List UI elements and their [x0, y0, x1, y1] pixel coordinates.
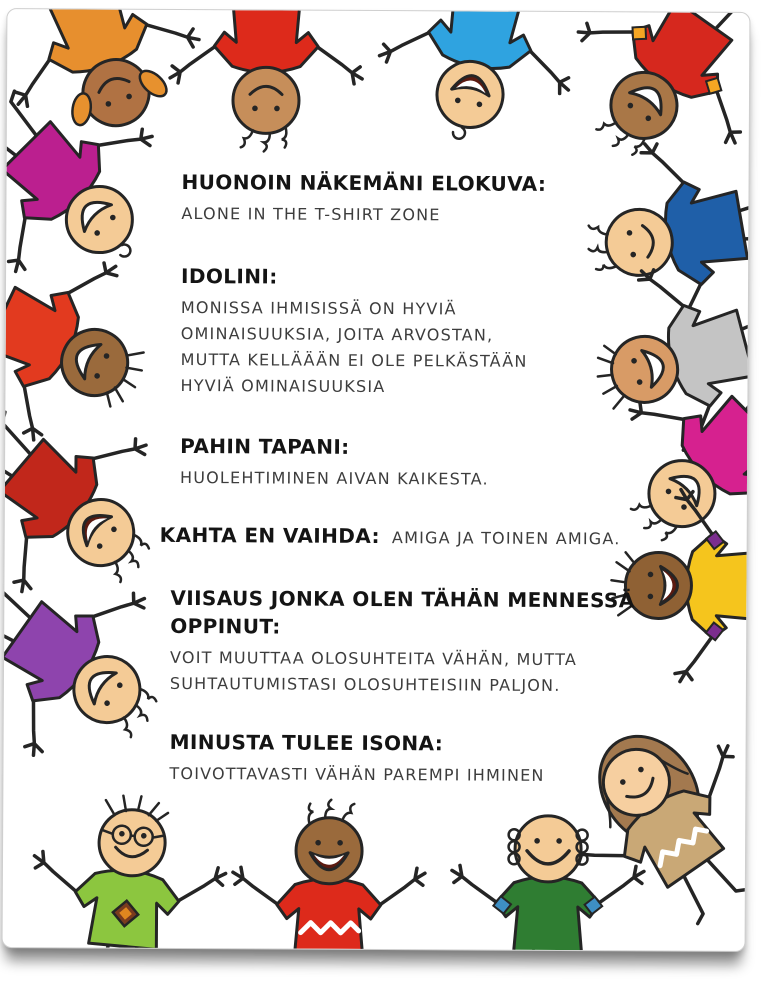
section-worst-movie — [181, 168, 546, 229]
section-answer-line: VOIT MUUTTAA OLOSUHTEITA VÄHÄN, MUTTA — [170, 647, 578, 670]
section-heading: OPPINUT: — [170, 613, 281, 639]
section-heading: MINUSTA TULEE ISONA: — [169, 729, 444, 756]
section-answer-line: ALONE IN THE T-SHIRT ZONE — [181, 203, 441, 225]
section-wisdom — [170, 584, 635, 699]
section-heading: KAHTA EN VAIHDA: — [159, 522, 381, 549]
section-heading: HUONOIN NÄKEMÄNI ELOKUVA: — [181, 169, 547, 196]
section-grow-up — [169, 728, 544, 789]
section-answer-line: HUOLEHTIMINEN AIVAN KAIKESTA. — [179, 467, 489, 489]
section-idol — [180, 262, 528, 401]
questionnaire-text — [3, 9, 750, 951]
section-answer-line: HYVIÄ OMINAISUUKSIA — [180, 375, 386, 397]
section-answer-line: AMIGA JA TOINEN AMIGA. — [391, 528, 621, 549]
section-answer-line: MUTTA KELLÄÄÄN EI OLE PELKÄSTÄÄN — [180, 349, 528, 371]
section-heading: VIISAUS JONKA OLEN TÄHÄN MENNESSÄ — [170, 585, 635, 613]
section-heading: IDOLINI: — [181, 263, 278, 289]
section-answer-line: TOIVOTTAVASTI VÄHÄN PAREMPI IHMINEN — [169, 763, 545, 785]
section-answer-line: SUHTAUTUMISTASI OLOSUHTEISIIN PALJON. — [169, 673, 561, 695]
page-sheet — [2, 8, 751, 952]
section-two-things — [160, 521, 621, 552]
section-heading: PAHIN TAPANI: — [180, 433, 350, 459]
section-worst-habit — [180, 432, 489, 493]
section-answer-line: OMINAISUUKSIA, JOITA ARVOSTAN, — [180, 323, 494, 345]
section-answer-line: MONISSA IHMISISSÄ ON HYVIÄ — [180, 297, 457, 319]
